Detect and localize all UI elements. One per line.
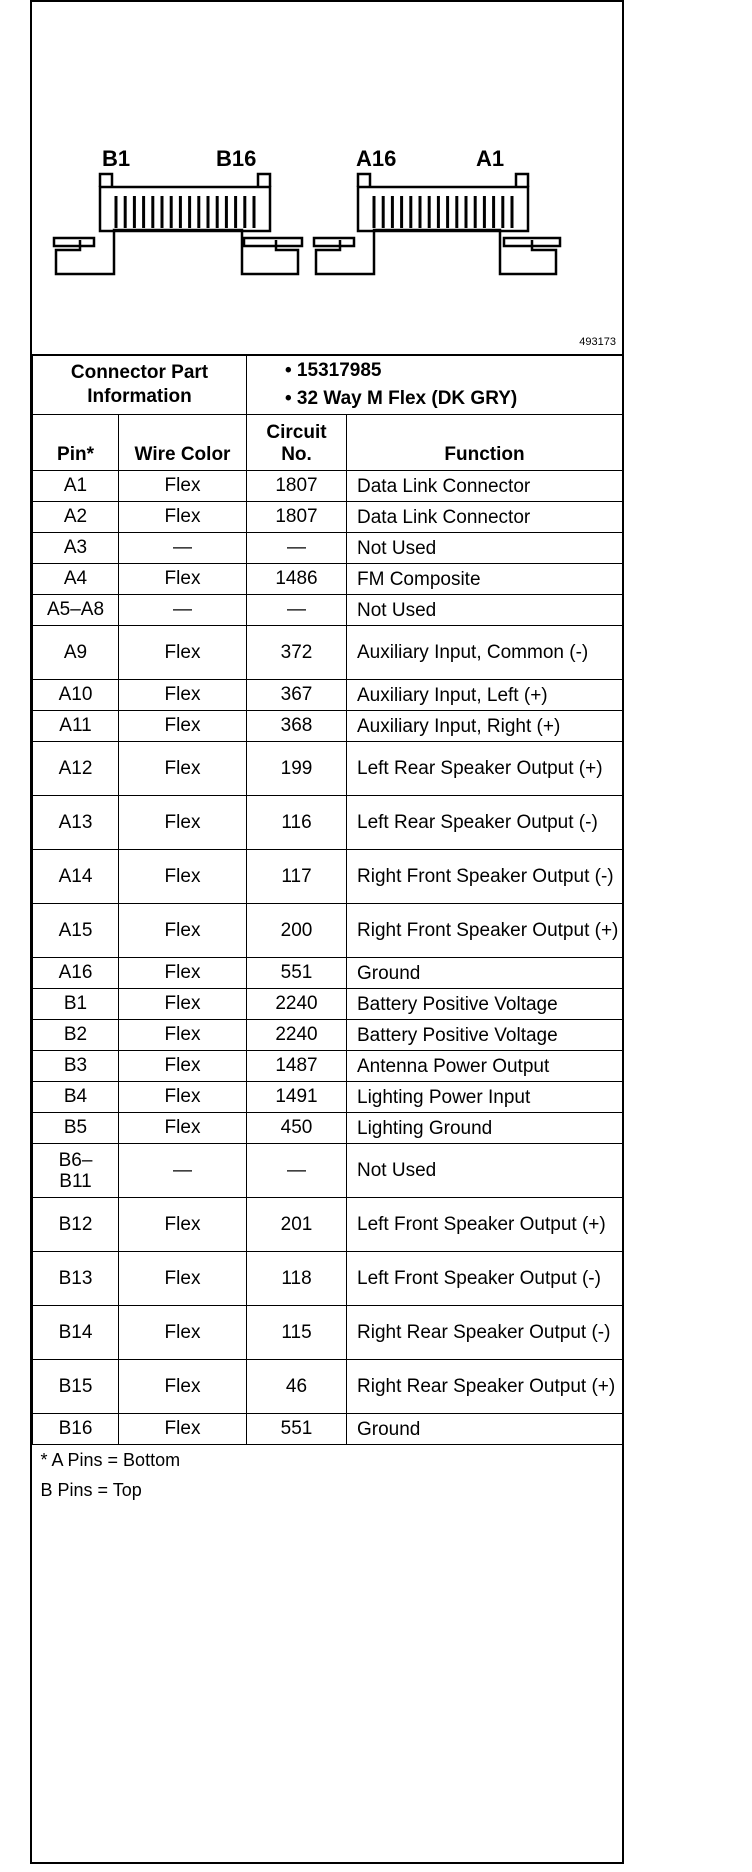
pin-cell: A5–A8 bbox=[33, 595, 119, 626]
table-row bbox=[33, 850, 623, 904]
pin-cell: B6–B11 bbox=[33, 1144, 119, 1198]
table-row bbox=[33, 1020, 623, 1051]
wire-color-cell: Flex bbox=[119, 1051, 247, 1082]
table-row bbox=[33, 1082, 623, 1113]
function-cell: Data Link Connector bbox=[347, 502, 623, 533]
wire-color-cell: Flex bbox=[119, 564, 247, 595]
table-row bbox=[33, 1051, 623, 1082]
function-cell: Auxiliary Input, Left (+) bbox=[347, 680, 623, 711]
table-row bbox=[33, 1360, 623, 1414]
circuit-cell: 116 bbox=[247, 796, 347, 850]
pin-cell: B2 bbox=[33, 1020, 119, 1051]
table-row bbox=[33, 533, 623, 564]
circuit-cell: 199 bbox=[247, 742, 347, 796]
notes-row-2 bbox=[33, 1475, 623, 1505]
connector-info-row bbox=[33, 355, 623, 415]
wire-color-cell: — bbox=[119, 595, 247, 626]
pin-cell: B13 bbox=[33, 1252, 119, 1306]
pin-cell: B16 bbox=[33, 1414, 119, 1445]
table-row bbox=[33, 711, 623, 742]
function-cell: Lighting Power Input bbox=[347, 1082, 623, 1113]
circuit-cell: — bbox=[247, 533, 347, 564]
wire-color-cell: Flex bbox=[119, 1252, 247, 1306]
table-row bbox=[33, 1252, 623, 1306]
wire-color-cell: Flex bbox=[119, 1113, 247, 1144]
pin-cell: A1 bbox=[33, 471, 119, 502]
function-cell: Data Link Connector bbox=[347, 471, 623, 502]
wire-color-cell: Flex bbox=[119, 1306, 247, 1360]
wire-color-cell: — bbox=[119, 1144, 247, 1198]
circuit-cell: — bbox=[247, 595, 347, 626]
pin-cell: A15 bbox=[33, 904, 119, 958]
table-row bbox=[33, 502, 623, 533]
function-cell: Right Rear Speaker Output (+) bbox=[347, 1360, 623, 1414]
table-row bbox=[33, 471, 623, 502]
connector-description: • 32 Way M Flex (DK GRY) bbox=[285, 387, 518, 409]
circuit-cell: 450 bbox=[247, 1113, 347, 1144]
table-row bbox=[33, 595, 623, 626]
pin-cell: B14 bbox=[33, 1306, 119, 1360]
pin-cell: B1 bbox=[33, 989, 119, 1020]
header-row bbox=[33, 415, 623, 471]
pin-cell: B12 bbox=[33, 1198, 119, 1252]
label-b1: B1 bbox=[102, 146, 131, 171]
pin-cell: B15 bbox=[33, 1360, 119, 1414]
wire-color-cell: Flex bbox=[119, 958, 247, 989]
header-wire-color: Wire Color bbox=[119, 415, 247, 471]
wire-color-cell: Flex bbox=[119, 904, 247, 958]
header-circuit: Circuit No. bbox=[247, 415, 347, 471]
function-cell: FM Composite bbox=[347, 564, 623, 595]
function-cell: Battery Positive Voltage bbox=[347, 1020, 623, 1051]
table-row bbox=[33, 742, 623, 796]
pin-cell: A13 bbox=[33, 796, 119, 850]
pin-cell: B4 bbox=[33, 1082, 119, 1113]
wire-color-cell: Flex bbox=[119, 1360, 247, 1414]
circuit-cell: 551 bbox=[247, 958, 347, 989]
wire-color-cell: — bbox=[119, 533, 247, 564]
pin-cell: A2 bbox=[33, 502, 119, 533]
pin-cell: A3 bbox=[33, 533, 119, 564]
wire-color-cell: Flex bbox=[119, 502, 247, 533]
header-function: Function bbox=[347, 415, 623, 471]
wire-color-cell: Flex bbox=[119, 1020, 247, 1051]
function-cell: Antenna Power Output bbox=[347, 1051, 623, 1082]
table-row bbox=[33, 1144, 623, 1198]
circuit-cell: 1807 bbox=[247, 471, 347, 502]
wire-color-cell: Flex bbox=[119, 989, 247, 1020]
function-cell: Left Rear Speaker Output (-) bbox=[347, 796, 623, 850]
circuit-cell: — bbox=[247, 1144, 347, 1198]
pin-cell: A16 bbox=[33, 958, 119, 989]
label-a16: A16 bbox=[356, 146, 397, 171]
function-cell: Auxiliary Input, Common (-) bbox=[347, 626, 623, 680]
function-cell: Left Front Speaker Output (-) bbox=[347, 1252, 623, 1306]
circuit-cell: 201 bbox=[247, 1198, 347, 1252]
circuit-cell: 2240 bbox=[247, 1020, 347, 1051]
pin-cell: B5 bbox=[33, 1113, 119, 1144]
label-a1: A1 bbox=[476, 146, 505, 171]
circuit-cell: 46 bbox=[247, 1360, 347, 1414]
pin-cell: B3 bbox=[33, 1051, 119, 1082]
pin-cell: A4 bbox=[33, 564, 119, 595]
circuit-cell: 200 bbox=[247, 904, 347, 958]
wire-color-cell: Flex bbox=[119, 471, 247, 502]
table-row bbox=[33, 989, 623, 1020]
circuit-cell: 2240 bbox=[247, 989, 347, 1020]
pinout-table bbox=[32, 354, 623, 1505]
pin-cell: A14 bbox=[33, 850, 119, 904]
table-row bbox=[33, 626, 623, 680]
function-cell: Not Used bbox=[347, 595, 623, 626]
connector-info-values bbox=[247, 355, 623, 415]
table-row bbox=[33, 1414, 623, 1445]
pin-cell: A11 bbox=[33, 711, 119, 742]
function-cell: Right Front Speaker Output (-) bbox=[347, 850, 623, 904]
pin-cell: A10 bbox=[33, 680, 119, 711]
connector-drawing bbox=[32, 2, 622, 354]
table-row bbox=[33, 1306, 623, 1360]
circuit-cell: 1491 bbox=[247, 1082, 347, 1113]
wire-color-cell: Flex bbox=[119, 1414, 247, 1445]
table-row bbox=[33, 1113, 623, 1144]
notes-row-1 bbox=[33, 1445, 623, 1475]
circuit-cell: 551 bbox=[247, 1414, 347, 1445]
function-cell: Right Front Speaker Output (+) bbox=[347, 904, 623, 958]
function-cell: Lighting Ground bbox=[347, 1113, 623, 1144]
function-cell: Battery Positive Voltage bbox=[347, 989, 623, 1020]
wire-color-cell: Flex bbox=[119, 711, 247, 742]
table-row bbox=[33, 796, 623, 850]
function-cell: Left Rear Speaker Output (+) bbox=[347, 742, 623, 796]
function-cell: Not Used bbox=[347, 1144, 623, 1198]
pin-cell: A12 bbox=[33, 742, 119, 796]
circuit-cell: 1487 bbox=[247, 1051, 347, 1082]
note-b-pins: B Pins = Top bbox=[40, 1479, 142, 1500]
wire-color-cell: Flex bbox=[119, 1082, 247, 1113]
table-row bbox=[33, 958, 623, 989]
wire-color-cell: Flex bbox=[119, 680, 247, 711]
wire-color-cell: Flex bbox=[119, 796, 247, 850]
wire-color-cell: Flex bbox=[119, 850, 247, 904]
connector-diagram bbox=[32, 2, 622, 356]
pin-cell: A9 bbox=[33, 626, 119, 680]
circuit-cell: 1486 bbox=[247, 564, 347, 595]
circuit-cell: 372 bbox=[247, 626, 347, 680]
circuit-cell: 117 bbox=[247, 850, 347, 904]
figure-id: 493173 bbox=[579, 336, 616, 348]
connector-info-label: Connector Part Information bbox=[33, 355, 247, 415]
circuit-cell: 368 bbox=[247, 711, 347, 742]
circuit-cell: 118 bbox=[247, 1252, 347, 1306]
wire-color-cell: Flex bbox=[119, 626, 247, 680]
part-number: • 15317985 bbox=[285, 359, 382, 381]
function-cell: Left Front Speaker Output (+) bbox=[347, 1198, 623, 1252]
function-cell: Not Used bbox=[347, 533, 623, 564]
header-pin: Pin* bbox=[33, 415, 119, 471]
function-cell: Auxiliary Input, Right (+) bbox=[347, 711, 623, 742]
circuit-cell: 367 bbox=[247, 680, 347, 711]
circuit-cell: 115 bbox=[247, 1306, 347, 1360]
note-a-pins: * A Pins = Bottom bbox=[40, 1449, 181, 1470]
table-row bbox=[33, 904, 623, 958]
circuit-cell: 1807 bbox=[247, 502, 347, 533]
label-b16: B16 bbox=[216, 146, 257, 171]
function-cell: Right Rear Speaker Output (-) bbox=[347, 1306, 623, 1360]
wire-color-cell: Flex bbox=[119, 742, 247, 796]
table-row bbox=[33, 680, 623, 711]
connector-sheet bbox=[30, 0, 624, 1864]
function-cell: Ground bbox=[347, 1414, 623, 1445]
function-cell: Ground bbox=[347, 958, 623, 989]
wire-color-cell: Flex bbox=[119, 1198, 247, 1252]
table-row bbox=[33, 1198, 623, 1252]
table-row bbox=[33, 564, 623, 595]
